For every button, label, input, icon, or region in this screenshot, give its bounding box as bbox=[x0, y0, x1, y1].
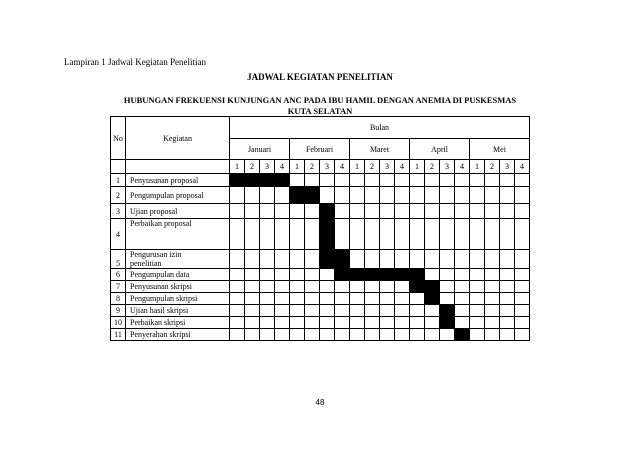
row-number: 11 bbox=[111, 329, 126, 341]
activity-name: Penyusunan proposal bbox=[126, 174, 230, 187]
schedule-cell bbox=[425, 250, 440, 269]
schedule-cell bbox=[515, 329, 530, 341]
schedule-cell bbox=[470, 281, 485, 293]
page-label: Lampiran 1 Jadwal Kegiatan Penelitian bbox=[64, 57, 206, 67]
schedule-cell bbox=[425, 204, 440, 219]
schedule-cell bbox=[455, 281, 470, 293]
schedule-cell bbox=[425, 187, 440, 204]
schedule-cell bbox=[245, 204, 260, 219]
schedule-cell bbox=[245, 317, 260, 329]
schedule-cell bbox=[245, 187, 260, 204]
schedule-cell bbox=[515, 269, 530, 281]
schedule-cell-filled bbox=[350, 269, 365, 281]
schedule-cell bbox=[260, 317, 275, 329]
schedule-cell bbox=[380, 281, 395, 293]
schedule-cell bbox=[470, 174, 485, 187]
schedule-cell bbox=[485, 219, 500, 250]
schedule-cell bbox=[485, 281, 500, 293]
schedule-cell bbox=[425, 269, 440, 281]
subtitle-line-1: HUBUNGAN FREKUENSI KUNJUNGAN ANC PADA IBU HAMIL DENGAN ANEMIA DI PUSKESMAS bbox=[123, 95, 517, 105]
schedule-cell bbox=[515, 293, 530, 305]
schedule-cell bbox=[245, 269, 260, 281]
schedule-cell bbox=[410, 293, 425, 305]
schedule-cell bbox=[320, 329, 335, 341]
schedule-cell bbox=[230, 250, 245, 269]
schedule-cell bbox=[290, 317, 305, 329]
header-no: No bbox=[111, 117, 126, 160]
schedule-cell bbox=[395, 329, 410, 341]
week-header: 1 bbox=[290, 160, 305, 174]
schedule-cell bbox=[230, 293, 245, 305]
schedule-cell bbox=[440, 293, 455, 305]
schedule-cell bbox=[320, 281, 335, 293]
schedule-cell bbox=[470, 293, 485, 305]
schedule-cell bbox=[470, 317, 485, 329]
table-row bbox=[111, 269, 530, 281]
week-header: 1 bbox=[410, 160, 425, 174]
schedule-cell bbox=[485, 329, 500, 341]
schedule-cell-filled bbox=[320, 204, 335, 219]
schedule-cell bbox=[500, 329, 515, 341]
schedule-cell bbox=[350, 329, 365, 341]
schedule-cell bbox=[335, 187, 350, 204]
schedule-cell bbox=[380, 187, 395, 204]
schedule-cell-filled bbox=[335, 269, 350, 281]
schedule-cell bbox=[230, 187, 245, 204]
schedule-cell bbox=[260, 250, 275, 269]
schedule-cell bbox=[485, 317, 500, 329]
week-header: 1 bbox=[470, 160, 485, 174]
row-number: 2 bbox=[111, 187, 126, 204]
row-number: 1 bbox=[111, 174, 126, 187]
schedule-cell bbox=[395, 317, 410, 329]
schedule-cell bbox=[500, 293, 515, 305]
schedule-cell bbox=[380, 293, 395, 305]
schedule-cell bbox=[425, 317, 440, 329]
schedule-cell bbox=[260, 204, 275, 219]
schedule-cell bbox=[290, 281, 305, 293]
activity-name: Penyerahan skripsi bbox=[126, 329, 230, 341]
schedule-cell bbox=[335, 219, 350, 250]
schedule-cell-filled bbox=[335, 250, 350, 269]
schedule-cell bbox=[485, 269, 500, 281]
schedule-cell bbox=[335, 174, 350, 187]
activity-name bbox=[126, 250, 230, 269]
schedule-cell bbox=[395, 204, 410, 219]
schedule-cell bbox=[470, 204, 485, 219]
schedule-cell bbox=[425, 174, 440, 187]
schedule-cell bbox=[230, 204, 245, 219]
table-row bbox=[111, 187, 530, 204]
week-header: 4 bbox=[335, 160, 350, 174]
schedule-cell bbox=[500, 219, 515, 250]
schedule-cell bbox=[230, 219, 245, 250]
schedule-cell bbox=[410, 250, 425, 269]
schedule-cell bbox=[275, 305, 290, 317]
schedule-cell bbox=[440, 174, 455, 187]
schedule-cell bbox=[365, 204, 380, 219]
schedule-cell bbox=[395, 281, 410, 293]
blank-cell bbox=[111, 160, 126, 174]
schedule-cell bbox=[335, 281, 350, 293]
schedule-cell bbox=[515, 250, 530, 269]
schedule-cell bbox=[335, 293, 350, 305]
schedule-cell-filled bbox=[290, 187, 305, 204]
schedule-cell bbox=[515, 204, 530, 219]
schedule-cell bbox=[410, 204, 425, 219]
schedule-cell bbox=[380, 174, 395, 187]
week-header: 3 bbox=[440, 160, 455, 174]
activity-name: Pengumpulan skripsi bbox=[126, 293, 230, 305]
week-header: 2 bbox=[485, 160, 500, 174]
schedule-cell bbox=[335, 329, 350, 341]
schedule-cell bbox=[320, 187, 335, 204]
schedule-cell bbox=[305, 293, 320, 305]
schedule-cell bbox=[230, 317, 245, 329]
schedule-cell-filled bbox=[320, 250, 335, 269]
schedule-cell bbox=[440, 204, 455, 219]
schedule-cell bbox=[380, 204, 395, 219]
schedule-cell bbox=[290, 174, 305, 187]
schedule-cell bbox=[275, 250, 290, 269]
schedule-cell bbox=[245, 281, 260, 293]
schedule-cell-filled bbox=[440, 305, 455, 317]
table-row bbox=[111, 317, 530, 329]
schedule-cell bbox=[245, 305, 260, 317]
subtitle-line-2: KUTA SELATAN bbox=[287, 106, 353, 116]
month-header: Februari bbox=[290, 139, 350, 160]
schedule-cell bbox=[350, 250, 365, 269]
row-number: 3 bbox=[111, 204, 126, 219]
schedule-cell bbox=[230, 281, 245, 293]
schedule-cell-filled bbox=[395, 269, 410, 281]
table-row bbox=[111, 219, 530, 250]
week-header: 3 bbox=[380, 160, 395, 174]
schedule-cell bbox=[515, 187, 530, 204]
schedule-cell bbox=[365, 250, 380, 269]
schedule-cell bbox=[350, 293, 365, 305]
schedule-cell bbox=[335, 305, 350, 317]
schedule-cell-filled bbox=[410, 269, 425, 281]
schedule-cell bbox=[515, 317, 530, 329]
table-row bbox=[111, 281, 530, 293]
table-row bbox=[111, 293, 530, 305]
schedule-cell bbox=[515, 174, 530, 187]
schedule-cell bbox=[290, 305, 305, 317]
schedule-cell bbox=[275, 204, 290, 219]
schedule-cell bbox=[395, 174, 410, 187]
schedule-cell bbox=[290, 219, 305, 250]
month-header: Mei bbox=[470, 139, 530, 160]
activity-name: Pengumpulan proposal bbox=[126, 187, 230, 204]
schedule-cell-filled bbox=[305, 187, 320, 204]
schedule-cell bbox=[515, 219, 530, 250]
schedule-cell bbox=[320, 269, 335, 281]
blank-cell bbox=[126, 160, 230, 174]
schedule-cell bbox=[245, 250, 260, 269]
schedule-cell bbox=[515, 281, 530, 293]
week-header: 2 bbox=[305, 160, 320, 174]
schedule-cell bbox=[275, 219, 290, 250]
schedule-cell bbox=[290, 204, 305, 219]
schedule-cell bbox=[410, 219, 425, 250]
schedule-cell-filled bbox=[440, 317, 455, 329]
week-header: 2 bbox=[425, 160, 440, 174]
schedule-cell bbox=[320, 305, 335, 317]
schedule-cell bbox=[275, 317, 290, 329]
schedule-cell bbox=[260, 293, 275, 305]
schedule-cell bbox=[290, 250, 305, 269]
activity-name: Penyusunan skripsi bbox=[126, 281, 230, 293]
activity-name: Ujian hasil skripsi bbox=[126, 305, 230, 317]
schedule-cell bbox=[365, 317, 380, 329]
activity-name: Pengumpulan data bbox=[126, 269, 230, 281]
month-header: Januari bbox=[230, 139, 290, 160]
table-row bbox=[111, 305, 530, 317]
schedule-cell bbox=[500, 174, 515, 187]
schedule-cell bbox=[350, 305, 365, 317]
schedule-cell bbox=[380, 317, 395, 329]
schedule-cell bbox=[260, 329, 275, 341]
schedule-cell bbox=[305, 281, 320, 293]
schedule-cell bbox=[470, 187, 485, 204]
schedule-cell bbox=[380, 219, 395, 250]
activity-name-line-1: Pengurusan izin bbox=[130, 250, 182, 259]
schedule-cell bbox=[500, 204, 515, 219]
schedule-cell bbox=[425, 329, 440, 341]
schedule-cell bbox=[455, 305, 470, 317]
schedule-cell bbox=[485, 174, 500, 187]
schedule-cell bbox=[410, 317, 425, 329]
schedule-cell-filled bbox=[365, 269, 380, 281]
week-header: 4 bbox=[395, 160, 410, 174]
schedule-cell bbox=[350, 281, 365, 293]
schedule-cell bbox=[275, 269, 290, 281]
header-bulan: Bulan bbox=[230, 117, 530, 139]
schedule-cell bbox=[275, 329, 290, 341]
schedule-cell-filled bbox=[260, 174, 275, 187]
schedule-cell bbox=[350, 174, 365, 187]
schedule-cell bbox=[380, 250, 395, 269]
week-header: 3 bbox=[320, 160, 335, 174]
schedule-cell-filled bbox=[380, 269, 395, 281]
schedule-cell bbox=[260, 219, 275, 250]
schedule-cell bbox=[455, 293, 470, 305]
schedule-cell bbox=[335, 317, 350, 329]
schedule-cell bbox=[290, 293, 305, 305]
schedule-cell bbox=[305, 250, 320, 269]
activity-name: Perbaikan skripsi bbox=[126, 317, 230, 329]
schedule-cell bbox=[290, 269, 305, 281]
schedule-cell bbox=[440, 269, 455, 281]
schedule-cell bbox=[440, 329, 455, 341]
week-header: 2 bbox=[365, 160, 380, 174]
schedule-cell-filled bbox=[425, 281, 440, 293]
schedule-cell bbox=[320, 174, 335, 187]
schedule-cell bbox=[320, 293, 335, 305]
schedule-cell bbox=[410, 305, 425, 317]
schedule-cell bbox=[365, 305, 380, 317]
schedule-cell bbox=[350, 219, 365, 250]
schedule-cell-filled bbox=[320, 219, 335, 250]
schedule-cell bbox=[305, 219, 320, 250]
schedule-cell bbox=[350, 317, 365, 329]
activity-name-line-2: penelitian bbox=[130, 259, 162, 268]
schedule-cell bbox=[455, 187, 470, 204]
schedule-cell bbox=[440, 281, 455, 293]
schedule-cell bbox=[440, 219, 455, 250]
schedule-cell bbox=[350, 204, 365, 219]
schedule-cell bbox=[260, 281, 275, 293]
week-header: 4 bbox=[515, 160, 530, 174]
schedule-cell bbox=[365, 187, 380, 204]
schedule-cell bbox=[320, 317, 335, 329]
schedule-cell-filled bbox=[410, 281, 425, 293]
schedule-cell bbox=[260, 305, 275, 317]
schedule-cell-filled bbox=[455, 329, 470, 341]
schedule-cell bbox=[305, 269, 320, 281]
schedule-cell bbox=[275, 281, 290, 293]
schedule-cell bbox=[230, 329, 245, 341]
schedule-cell bbox=[305, 204, 320, 219]
schedule-cell bbox=[305, 329, 320, 341]
schedule-cell bbox=[485, 293, 500, 305]
header-kegiatan: Kegiatan bbox=[126, 117, 230, 160]
schedule-cell bbox=[245, 293, 260, 305]
schedule-table bbox=[110, 116, 530, 341]
week-header: 2 bbox=[245, 160, 260, 174]
row-number: 9 bbox=[111, 305, 126, 317]
schedule-cell bbox=[395, 187, 410, 204]
document-title: JADWAL KEGIATAN PENELITIAN bbox=[247, 72, 393, 82]
month-header: April bbox=[410, 139, 470, 160]
row-number: 6 bbox=[111, 269, 126, 281]
schedule-cell bbox=[305, 317, 320, 329]
schedule-cell bbox=[365, 174, 380, 187]
schedule-cell bbox=[245, 219, 260, 250]
schedule-cell bbox=[470, 329, 485, 341]
week-header: 4 bbox=[275, 160, 290, 174]
week-header: 3 bbox=[500, 160, 515, 174]
row-number: 5 bbox=[111, 250, 126, 269]
row-number: 4 bbox=[111, 219, 126, 250]
schedule-cell bbox=[230, 269, 245, 281]
schedule-cell bbox=[365, 329, 380, 341]
schedule-cell-filled bbox=[230, 174, 245, 187]
schedule-cell bbox=[365, 219, 380, 250]
schedule-cell bbox=[380, 329, 395, 341]
table-row bbox=[111, 329, 530, 341]
schedule-cell bbox=[500, 250, 515, 269]
schedule-cell bbox=[410, 187, 425, 204]
activity-name: Perbaikan proposal bbox=[126, 219, 230, 250]
schedule-cell bbox=[455, 250, 470, 269]
schedule-cell bbox=[470, 305, 485, 317]
schedule-cell bbox=[335, 204, 350, 219]
schedule-cell bbox=[275, 187, 290, 204]
schedule-cell bbox=[245, 329, 260, 341]
schedule-cell bbox=[500, 269, 515, 281]
schedule-cell-filled bbox=[245, 174, 260, 187]
schedule-cell bbox=[395, 250, 410, 269]
schedule-cell bbox=[425, 305, 440, 317]
row-number: 7 bbox=[111, 281, 126, 293]
row-number: 8 bbox=[111, 293, 126, 305]
schedule-cell bbox=[305, 305, 320, 317]
schedule-cell bbox=[365, 293, 380, 305]
schedule-cell bbox=[455, 174, 470, 187]
schedule-cell-filled bbox=[425, 293, 440, 305]
schedule-cell bbox=[230, 305, 245, 317]
schedule-cell bbox=[500, 317, 515, 329]
schedule-cell bbox=[455, 204, 470, 219]
schedule-cell bbox=[470, 219, 485, 250]
schedule-cell bbox=[470, 269, 485, 281]
schedule-cell bbox=[455, 219, 470, 250]
month-header: Maret bbox=[350, 139, 410, 160]
schedule-cell bbox=[380, 305, 395, 317]
schedule-cell bbox=[485, 204, 500, 219]
schedule-cell bbox=[410, 174, 425, 187]
activity-name: Ujian proposal bbox=[126, 204, 230, 219]
schedule-cell bbox=[485, 305, 500, 317]
schedule-cell-filled bbox=[275, 174, 290, 187]
document-subtitle bbox=[96, 95, 544, 117]
schedule-cell bbox=[260, 269, 275, 281]
week-header: 1 bbox=[230, 160, 245, 174]
schedule-cell bbox=[365, 281, 380, 293]
week-header: 3 bbox=[260, 160, 275, 174]
schedule-cell bbox=[275, 293, 290, 305]
schedule-cell bbox=[410, 329, 425, 341]
schedule-cell bbox=[425, 219, 440, 250]
schedule-cell bbox=[395, 305, 410, 317]
week-header: 1 bbox=[350, 160, 365, 174]
week-header: 4 bbox=[455, 160, 470, 174]
table-row bbox=[111, 250, 530, 269]
schedule-cell bbox=[395, 293, 410, 305]
table-row bbox=[111, 174, 530, 187]
schedule-cell bbox=[440, 250, 455, 269]
schedule-cell bbox=[395, 219, 410, 250]
schedule-cell bbox=[455, 269, 470, 281]
schedule-cell bbox=[500, 187, 515, 204]
schedule-cell bbox=[350, 187, 365, 204]
schedule-cell bbox=[260, 187, 275, 204]
table-row bbox=[111, 204, 530, 219]
schedule-cell bbox=[305, 174, 320, 187]
schedule-cell bbox=[440, 187, 455, 204]
schedule-cell bbox=[470, 250, 485, 269]
row-number: 10 bbox=[111, 317, 126, 329]
schedule-cell bbox=[290, 329, 305, 341]
schedule-cell bbox=[500, 281, 515, 293]
schedule-cell bbox=[485, 250, 500, 269]
schedule-cell bbox=[485, 187, 500, 204]
page-number: 48 bbox=[315, 398, 325, 407]
schedule-cell bbox=[500, 305, 515, 317]
schedule-cell bbox=[515, 305, 530, 317]
schedule-cell bbox=[455, 317, 470, 329]
